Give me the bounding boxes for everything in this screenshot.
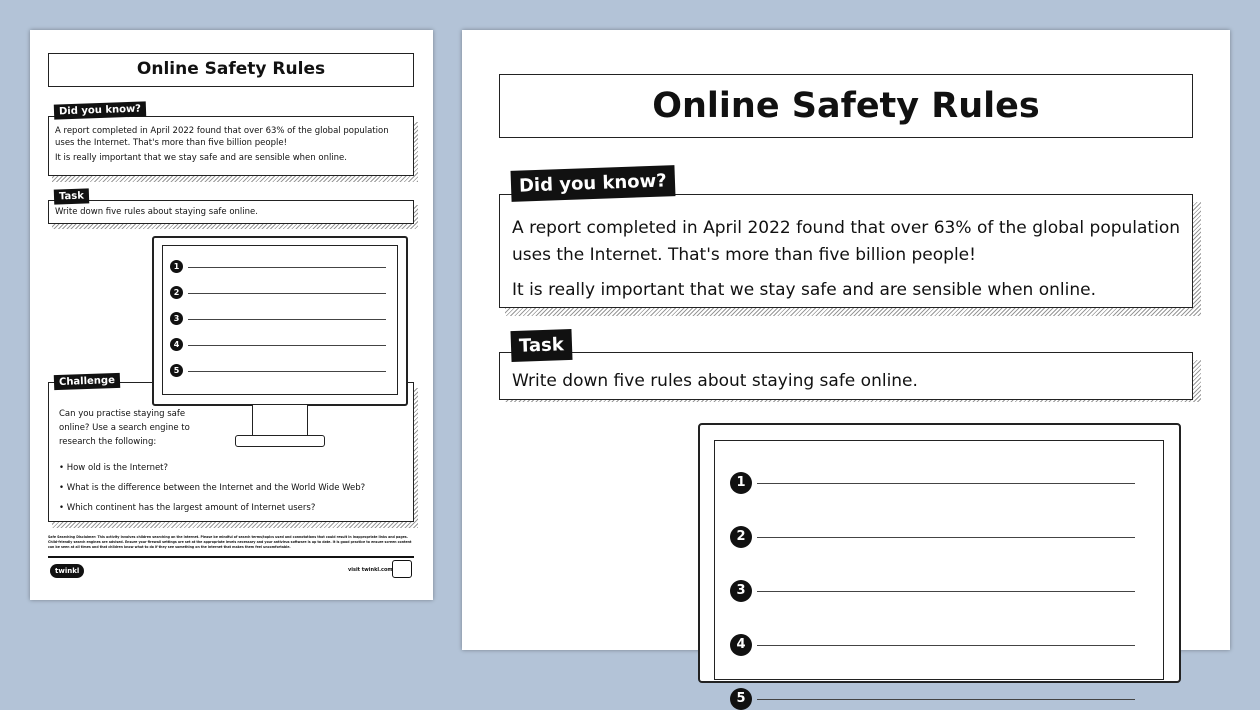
did-you-know-label: Did you know? <box>511 165 676 202</box>
worksheet-preview <box>462 30 1230 706</box>
did-you-know-box <box>48 116 414 176</box>
badge-icon <box>392 560 412 578</box>
did-you-know-box <box>499 194 1193 308</box>
task-box: Write down five rules about staying safe online. <box>48 200 414 224</box>
task-label: Task <box>54 188 89 204</box>
rule-number: 3 <box>730 580 752 602</box>
rule-answer-line[interactable] <box>757 591 1135 592</box>
worksheet-thumbnail <box>30 30 433 600</box>
rule-number: 5 <box>170 364 183 377</box>
rule-number: 5 <box>730 688 752 710</box>
visit-link[interactable]: visit twinkl.com <box>348 567 393 573</box>
challenge-intro: Can you practise staying safe online? Use a search engine to research the following: <box>59 409 190 447</box>
rule-number: 2 <box>730 526 752 548</box>
task-box: Write down five rules about staying safe online. <box>499 352 1193 400</box>
rule-answer-line[interactable] <box>188 345 386 346</box>
rule-answer-line[interactable] <box>757 699 1135 700</box>
challenge-label: Challenge <box>54 373 120 390</box>
fact-text-2: It is really important that we stay safe and are sensible when online. <box>55 153 347 163</box>
fact-text-2: It is really important that we stay safe and are sensible when online. <box>512 280 1096 300</box>
did-you-know-label: Did you know? <box>54 101 147 119</box>
rule-number: 3 <box>170 312 183 325</box>
rule-answer-line[interactable] <box>757 483 1135 484</box>
page-title: Online Safety Rules <box>499 74 1193 138</box>
rule-answer-line[interactable] <box>188 371 386 372</box>
challenge-item: • What is the difference between the Internet and the World Wide Web? <box>59 483 366 493</box>
fact-text: A report completed in April 2022 found that over 63% of the global population uses the Internet. That's more than five billion people! <box>55 126 389 148</box>
rule-answer-line[interactable] <box>188 267 386 268</box>
disclaimer: Safe Searching Disclaimer: This activity involves children searching on the internet. Please be mindful of search terms/topics used and connotations that could result in inappropriate links and pages. Child-friendly search engines are advised. Ensure your firewall settings are set at the appropriate levels necessary and your antivirus software is up to date. It is good practice to ensure screen content can be seen at all times and that children know what to do if they see something on the internet that makes them feel uncomfortable. <box>48 535 412 549</box>
page-title: Online Safety Rules <box>48 53 414 87</box>
rule-number: 4 <box>730 634 752 656</box>
rule-answer-line[interactable] <box>757 537 1135 538</box>
task-label: Task <box>510 329 572 362</box>
challenge-item: • Which continent has the largest amount of Internet users? <box>59 503 316 513</box>
twinkl-logo: twinkl <box>50 564 84 578</box>
rule-number: 1 <box>730 472 752 494</box>
challenge-item: • How old is the Internet? <box>59 463 169 473</box>
rule-answer-line[interactable] <box>188 293 386 294</box>
rule-number: 2 <box>170 286 183 299</box>
rule-answer-line[interactable] <box>757 645 1135 646</box>
rule-answer-line[interactable] <box>188 319 386 320</box>
rule-number: 4 <box>170 338 183 351</box>
fact-text: A report completed in April 2022 found that over 63% of the global population uses the Internet. That's more than five billion people! <box>512 218 1180 265</box>
rule-number: 1 <box>170 260 183 273</box>
